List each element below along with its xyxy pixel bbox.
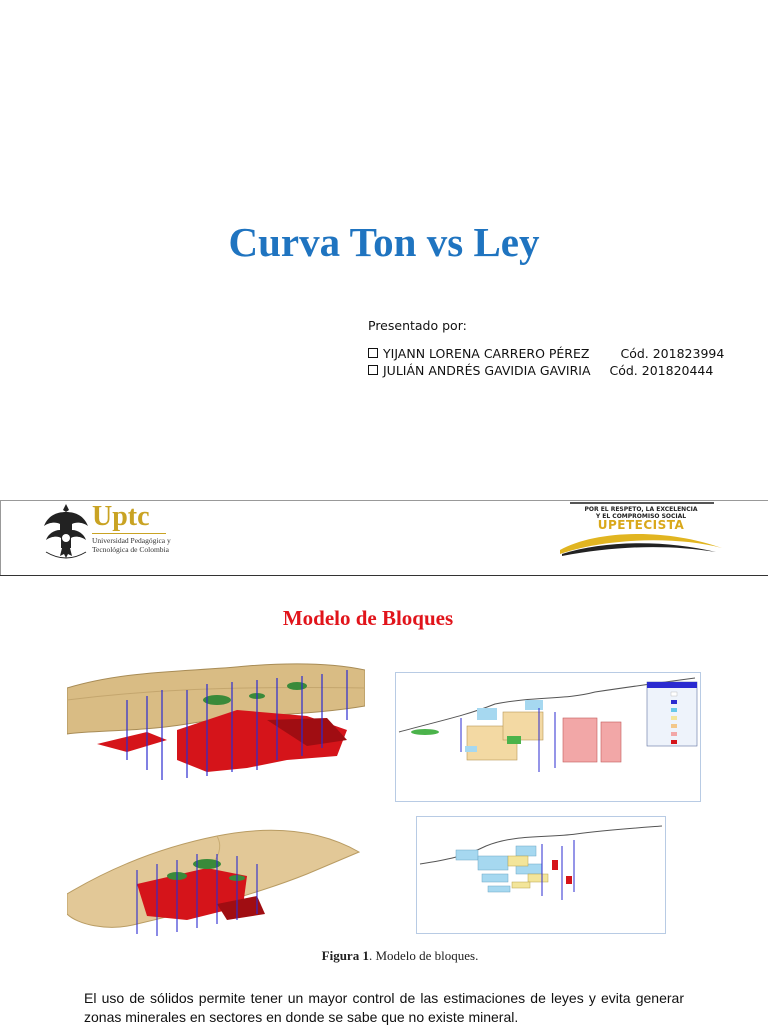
slide2-title: Modelo de Bloques (282, 606, 454, 630)
presenters-block (368, 318, 724, 380)
uptc-subtitle-1: Universidad Pedagógica y (92, 536, 171, 545)
upe-word: UPETECISTA (597, 518, 685, 532)
upetecista-logo (556, 500, 726, 560)
swoosh-icon (556, 528, 726, 556)
presented-by-label: Presentado por: (368, 318, 467, 333)
block-model-slide (0, 576, 768, 1024)
presenter-row (368, 346, 724, 363)
block-model-section-view-2 (416, 816, 666, 934)
figure-caption (0, 948, 768, 964)
body-paragraph: El uso de sólidos permite tener un mayor control de las estimaciones de leyes y evita generar zonas minerales en sectores en donde se sabe que no existe mineral. (84, 990, 684, 1025)
block-model-3d-view-2 (67, 824, 363, 942)
checkbox-bullet-icon (368, 365, 378, 375)
presenter-code: Cód. 201820444 (609, 363, 714, 378)
presenter-row (368, 363, 724, 380)
figure-caption-label: Figura 1 (321, 948, 369, 963)
presenter-name: JULIÁN ANDRÉS GAVIDIA GAVIRIA (383, 363, 591, 378)
presenter-code: Cód. 201823994 (620, 346, 725, 361)
uptc-subtitle-2: Tecnológica de Colombia (92, 545, 169, 554)
upe-tagline-2: Y EL COMPROMISO SOCIAL (595, 513, 687, 520)
presenter-name: YIJANN LORENA CARRERO PÉREZ (383, 346, 590, 361)
figure-caption-text: . Modelo de bloques. (368, 948, 479, 963)
eagle-crest-icon (42, 500, 90, 564)
block-model-3d-view-1 (67, 660, 365, 788)
upe-tagline-1: POR EL RESPETO, LA EXCELENCIA (584, 506, 698, 513)
uptc-logo-text: Uptc (92, 501, 150, 532)
slide-title: Curva Ton vs Ley (228, 219, 540, 265)
checkbox-bullet-icon (368, 348, 378, 358)
footer-divider-left (0, 500, 1, 576)
block-model-section-view-1 (395, 672, 701, 802)
uptc-wordmark (92, 501, 182, 554)
